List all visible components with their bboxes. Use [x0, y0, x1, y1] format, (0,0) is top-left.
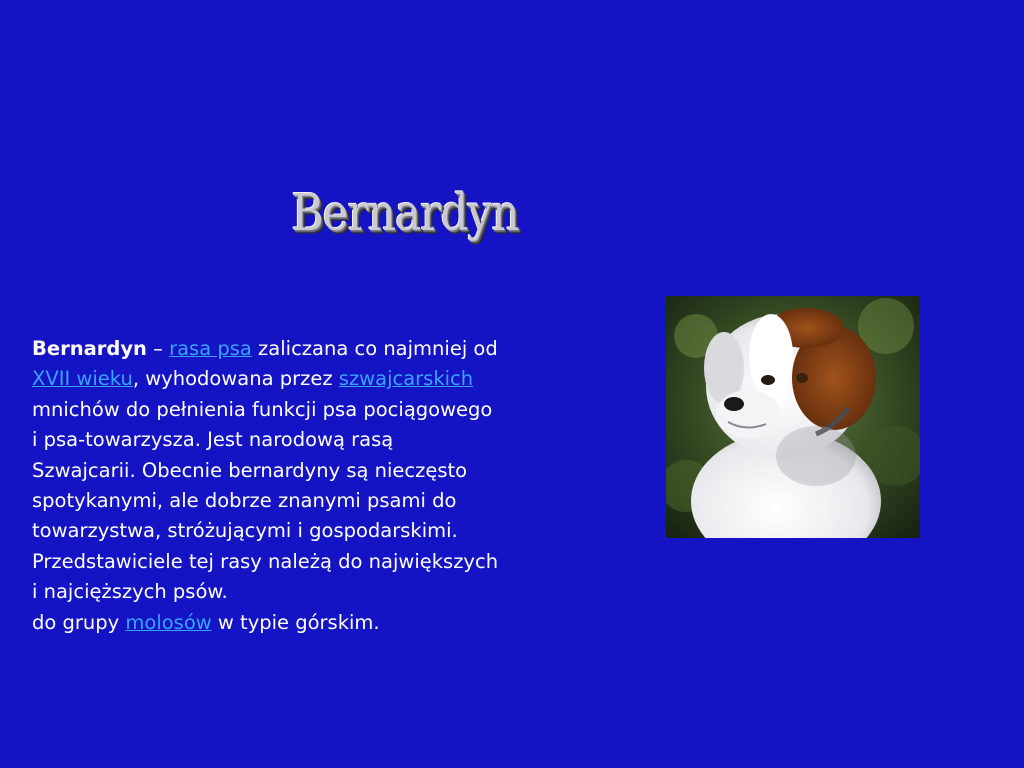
text-segment-5: w typie górskim.: [211, 610, 380, 634]
link-xvii-wieku[interactable]: XVII wieku: [32, 367, 133, 391]
text-segment-3: mnichów do pełnienia funkcji psa pociągowego i psa-towarzysza. Jest narodową rasą Szwajcarii. Obecnie bernardyny są nieczęsto spotykanymi, ale dobrze znanymi psami do towarzystwa, stróżującymi i gospodarskimi. Przedstawiciele tej rasy należą do największych i najcięższych psów.: [32, 397, 499, 604]
slide-title: Bernardyn: [291, 184, 519, 243]
dash-text: –: [146, 337, 170, 360]
text-segment-2: , wyhodowana przez: [132, 367, 339, 391]
saint-bernard-puppy-photo: [666, 296, 920, 538]
link-szwajcarskich[interactable]: szwajcarskich: [338, 367, 474, 391]
link-rasa-psa[interactable]: rasa psa: [169, 337, 252, 360]
text-segment-4: do grupy: [32, 610, 126, 634]
text-segment-1: zaliczana co najmniej od: [251, 337, 498, 360]
term-bold: Bernardyn: [32, 337, 147, 360]
link-molosow[interactable]: molosów: [125, 610, 212, 634]
description-paragraph: [32, 334, 502, 638]
